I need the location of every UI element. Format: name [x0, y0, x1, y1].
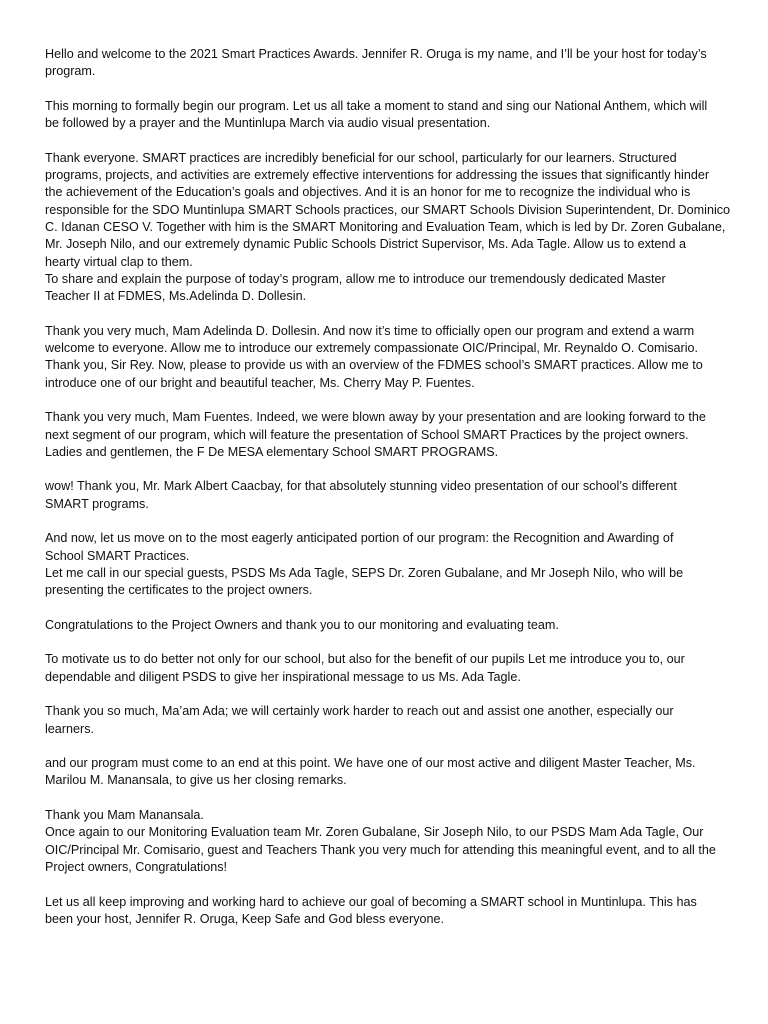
paragraph-recognition	[45, 530, 735, 599]
text-line: SMART programs.	[45, 496, 149, 511]
text-line: Let us all keep improving and working hard to achieve our goal of becoming a SMART school in Muntinlupa. This has	[45, 894, 697, 909]
text-line: This morning to formally begin our program. Let us all take a moment to stand and sing our National Anthem, which will	[45, 98, 708, 113]
text-line: the achievement of the Education’s goals and objectives. And it is an honor for me to recognize the individual who is	[45, 185, 691, 200]
text-line: Thank you, Sir Rey. Now, please to provide us with an overview of the FDMES school’s SMART practices. Allow me to	[45, 358, 703, 373]
text-line: Teacher II at FDMES, Ms.Adelinda D. Dollesin.	[45, 289, 307, 304]
text-line: program.	[45, 64, 96, 79]
text-line: presenting the certificates to the project owners.	[45, 583, 313, 598]
text-line: hearty virtual clap to them.	[45, 254, 193, 269]
text-line: wow! Thank you, Mr. Mark Albert Caacbay, for that absolutely stunning video presentation of our school’s different	[45, 479, 677, 494]
paragraph-final-thanks	[45, 807, 735, 876]
paragraph-welcome	[45, 46, 735, 81]
text-line: And now, let us move on to the most eagerly anticipated portion of our program: the Recognition and Awarding of	[45, 531, 674, 546]
text-line: learners.	[45, 721, 94, 736]
text-line: Once again to our Monitoring Evaluation team Mr. Zoren Gubalane, Sir Joseph Nilo, to our PSDS Mam Ada Tagle, Our	[45, 825, 704, 840]
text-line: Thank you Mam Manansala.	[45, 808, 204, 823]
text-line: welcome to everyone. Allow me to introduce our extremely compassionate OIC/Principal, Mr. Reynaldo O. Comisario.	[45, 341, 699, 356]
paragraph-inspirational-message	[45, 651, 735, 686]
text-line: Project owners, Congratulations!	[45, 859, 228, 874]
text-line: responsible for the SDO Muntinlupa SMART Schools practices, our SMART Schools Division Superintendent, Dr. Dominico	[45, 202, 731, 217]
text-line: Congratulations to the Project Owners and thank you to our monitoring and evaluating team.	[45, 617, 559, 632]
text-line: been your host, Jennifer R. Oruga, Keep Safe and God bless everyone.	[45, 911, 445, 926]
text-line: To share and explain the purpose of today’s program, allow me to introduce our tremendously dedicated Master	[45, 271, 666, 286]
paragraph-video	[45, 478, 735, 513]
text-line: introduce one of our bright and beautiful teacher, Ms. Cherry May P. Fuentes.	[45, 375, 475, 390]
document-page	[45, 46, 735, 945]
text-line: and our program must come to an end at this point. We have one of our most active and diligent Master Teacher, Ms.	[45, 756, 696, 771]
paragraph-congratulations	[45, 617, 735, 634]
paragraph-national-anthem	[45, 98, 735, 133]
text-line: Thank you so much, Ma’am Ada; we will certainly work harder to reach out and assist one another, especially our	[45, 704, 674, 719]
paragraph-opening	[45, 323, 735, 392]
text-line: OIC/Principal Mr. Comisario, guest and Teachers Thank you very much for attending this meaningful event, and to all the	[45, 842, 716, 857]
text-line: School SMART Practices.	[45, 548, 190, 563]
text-line: Thank everyone. SMART practices are incredibly beneficial for our school, particularly for our learners. Structured	[45, 150, 677, 165]
paragraph-closing-remarks	[45, 755, 735, 790]
text-line: Let me call in our special guests, PSDS Ms Ada Tagle, SEPS Dr. Zoren Gubalane, and Mr Joseph Nilo, who will be	[45, 565, 684, 580]
text-line: next segment of our program, which will feature the presentation of School SMART Practices by the project owners.	[45, 427, 689, 442]
paragraph-sign-off	[45, 894, 735, 929]
text-line: C. Idanan CESO V. Together with him is the SMART Monitoring and Evaluation Team, which is led by Dr. Zoren Gubalane,	[45, 219, 726, 234]
text-line: Marilou M. Manansala, to give us her closing remarks.	[45, 773, 347, 788]
paragraph-thanks-ada	[45, 703, 735, 738]
paragraph-presentation	[45, 409, 735, 461]
paragraph-smart-practices	[45, 150, 735, 306]
text-line: Mr. Joseph Nilo, and our extremely dynamic Public Schools District Supervisor, Ms. Ada Tagle. Allow us to extend a	[45, 237, 686, 252]
text-line: dependable and diligent PSDS to give her inspirational message to us Ms. Ada Tagle.	[45, 669, 521, 684]
text-line: be followed by a prayer and the Muntinlupa March via audio visual presentation.	[45, 116, 491, 131]
text-line: Thank you very much, Mam Adelinda D. Dollesin. And now it’s time to officially open our program and extend a warm	[45, 323, 695, 338]
text-line: Thank you very much, Mam Fuentes. Indeed, we were blown away by your presentation and are looking forward to the	[45, 410, 706, 425]
text-line: To motivate us to do better not only for our school, but also for the benefit of our pupils Let me introduce you to, our	[45, 652, 685, 667]
text-line: Ladies and gentlemen, the F De MESA elementary School SMART PROGRAMS.	[45, 444, 499, 459]
text-line: Hello and welcome to the 2021 Smart Practices Awards. Jennifer R. Oruga is my name, and I’ll be your host for today’s	[45, 47, 707, 61]
text-line: programs, projects, and activities are extremely effective interventions for addressing the issues that significantly hinder	[45, 168, 710, 183]
